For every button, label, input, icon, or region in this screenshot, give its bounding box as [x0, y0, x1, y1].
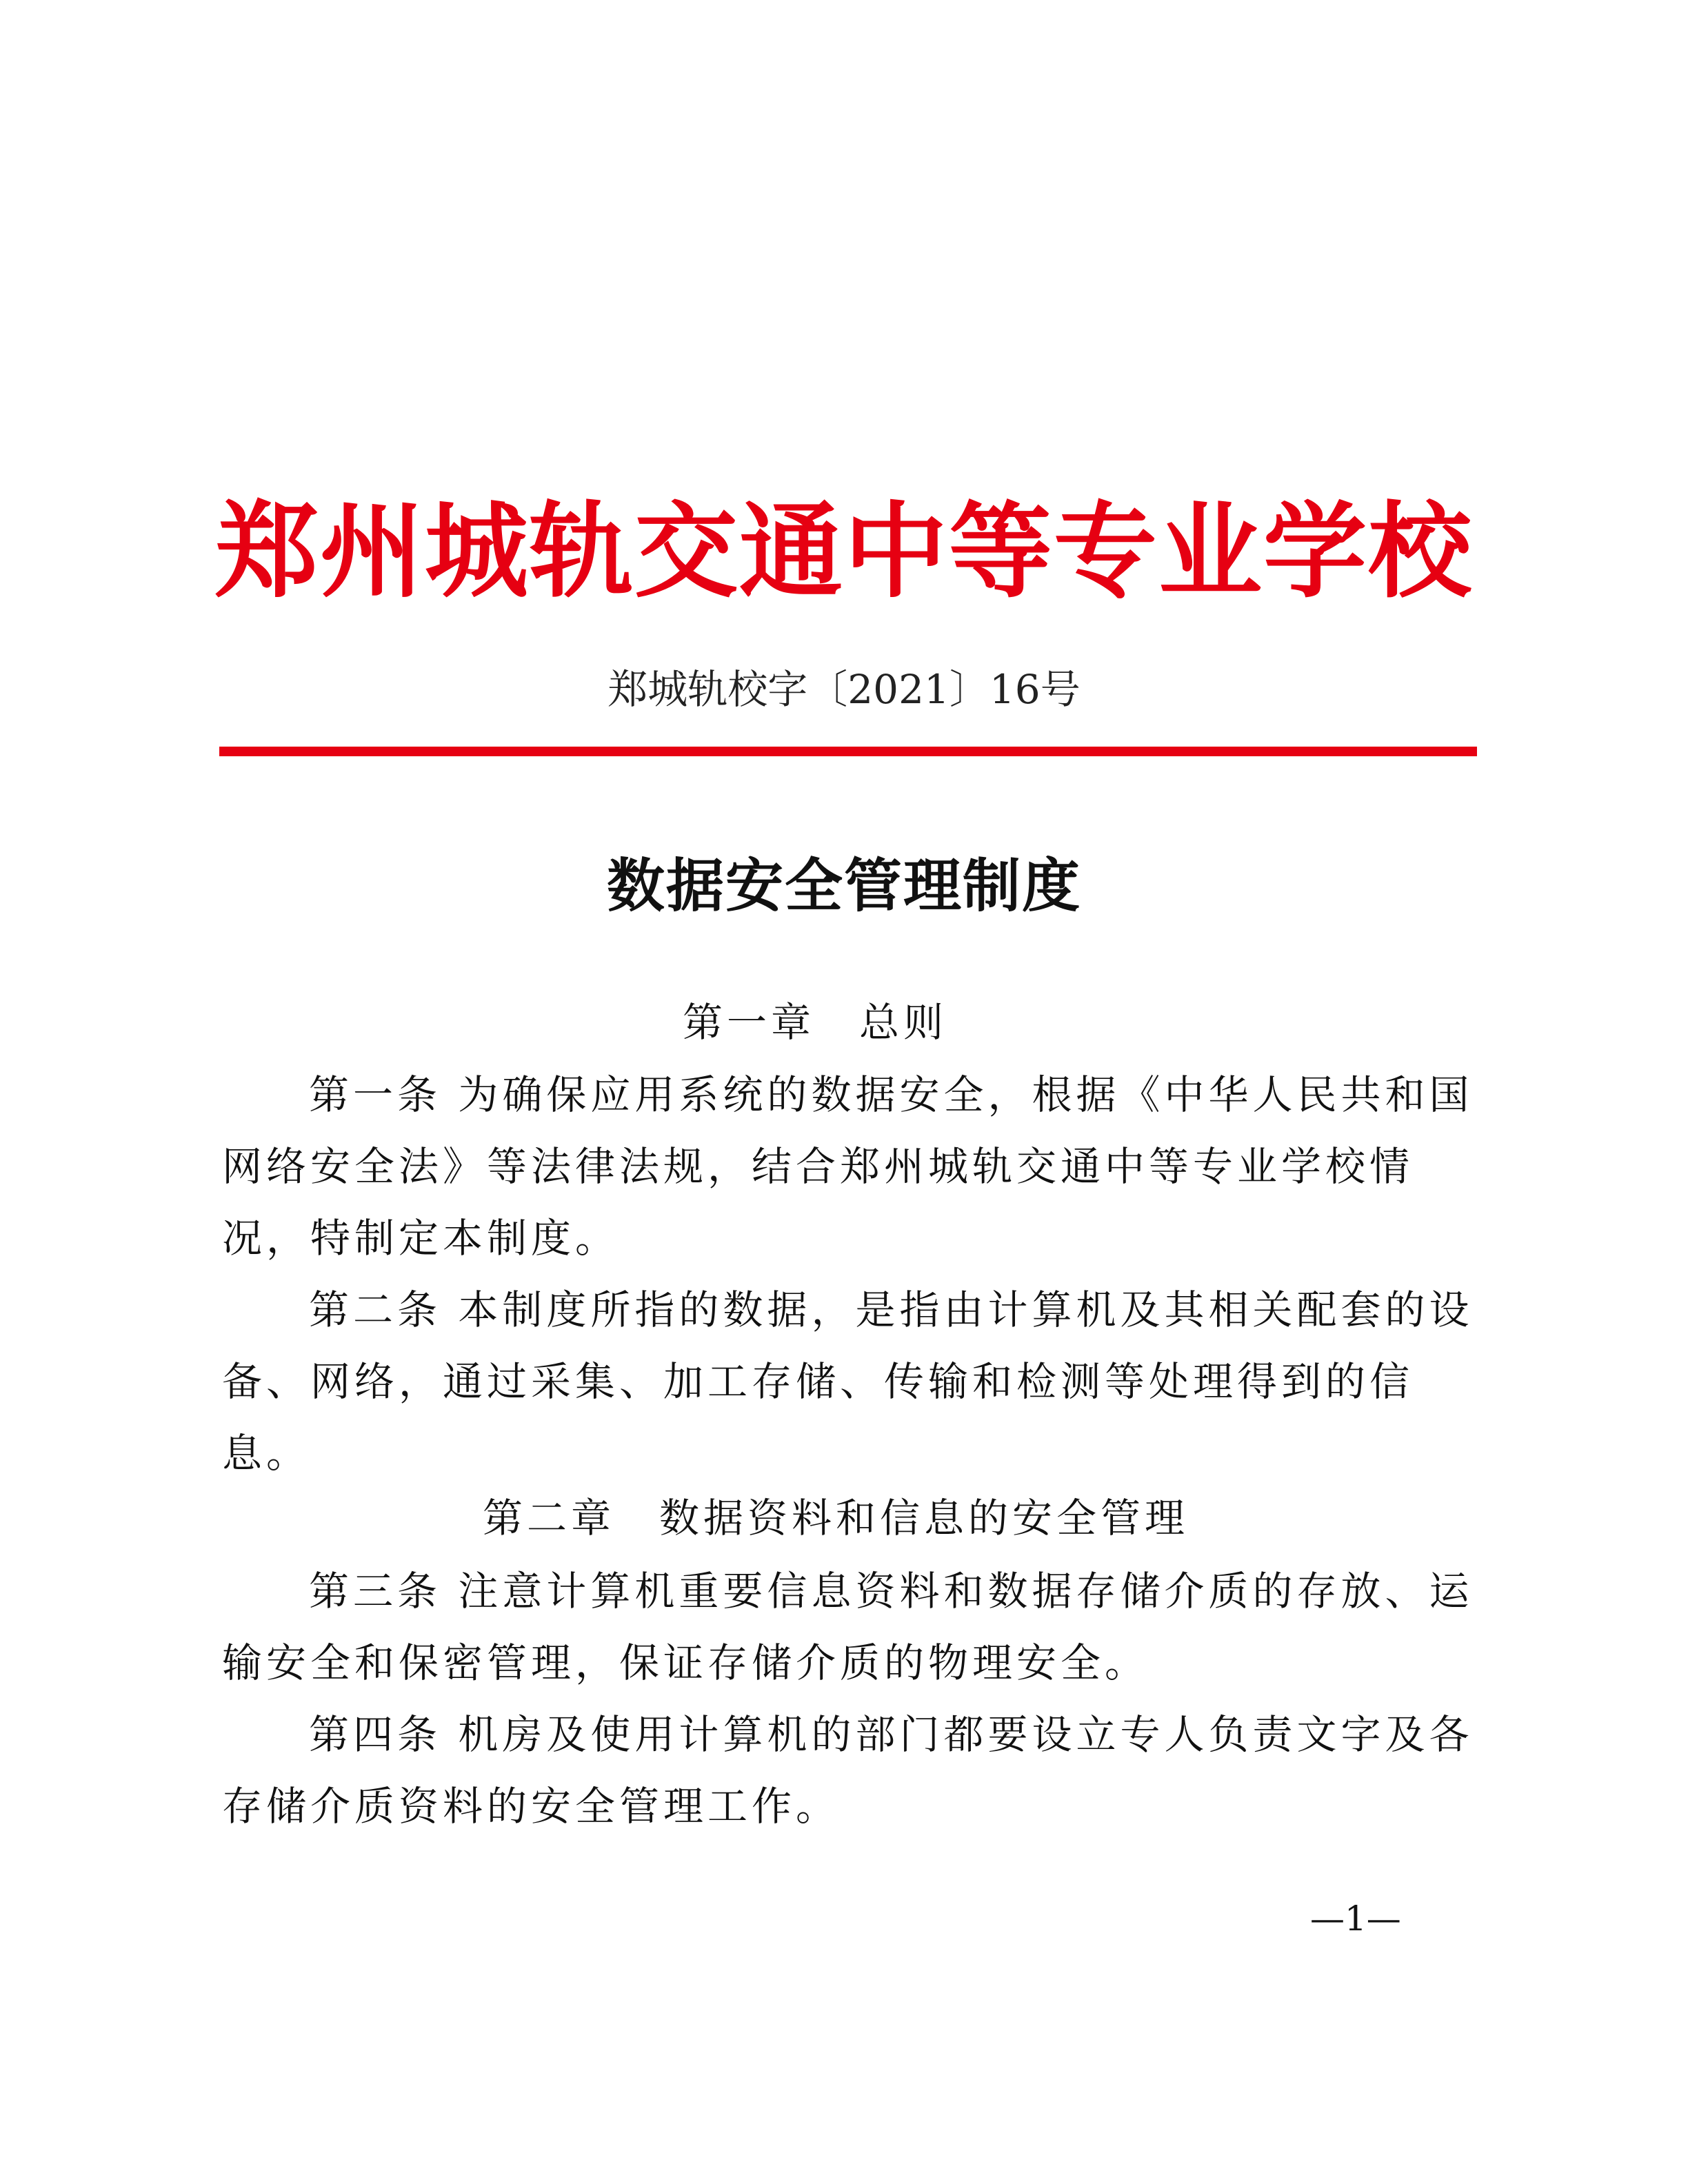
article-2-line-1: 第二条 本制度所指的数据，是指由计算机及其相关配套的设 [309, 1286, 1474, 1333]
article-3-line-2: 输安全和保密管理，保证存储介质的物理安全。 [222, 1639, 1149, 1686]
article-2-line-3: 息。 [222, 1430, 311, 1477]
page-number: —1— [1310, 1899, 1401, 1939]
article-4-line-2: 存储介质资料的安全管理工作。 [222, 1783, 841, 1830]
red-divider-line [219, 747, 1477, 756]
article-2-line-2: 备、网络，通过采集、加工存储、传输和检测等处理得到的信 [222, 1358, 1414, 1405]
article-1-line-3: 况，特制定本制度。 [222, 1215, 620, 1262]
chapter-1-heading: 第一章 总则 [683, 999, 948, 1046]
article-1-line-1: 第一条 为确保应用系统的数据安全，根据《中华人民共和国 [309, 1071, 1474, 1118]
organization-header: 郑州城轨交通中等专业学校 [214, 491, 1473, 612]
chapter-2-heading: 第二章 数据资料和信息的安全管理 [483, 1495, 1189, 1541]
article-1-line-2: 网络安全法》等法律法规，结合郑州城轨交通中等专业学校情 [222, 1143, 1414, 1190]
article-4-line-1: 第四条 机房及使用计算机的部门都要设立专人负责文字及各 [309, 1711, 1474, 1758]
document-number: 郑城轨校字〔2021〕16号 [607, 666, 1081, 713]
article-3-line-1: 第三条 注意计算机重要信息资料和数据存储介质的存放、运 [309, 1568, 1474, 1615]
document-title: 数据安全管理制度 [606, 851, 1081, 920]
